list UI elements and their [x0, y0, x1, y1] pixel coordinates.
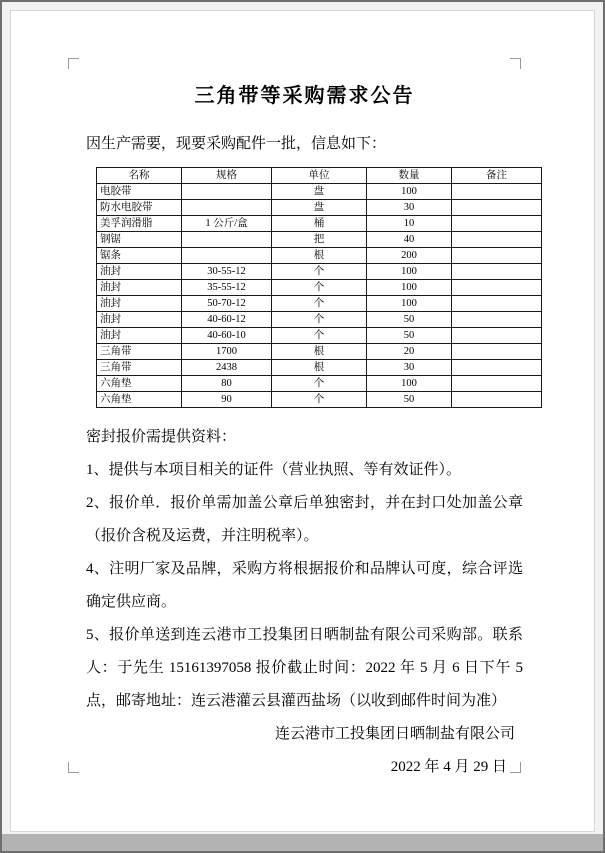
table-cell: 把 — [272, 232, 367, 248]
table-cell: 40-60-12 — [182, 312, 272, 328]
table-cell — [452, 296, 542, 312]
table-cell: 个 — [272, 264, 367, 280]
table-cell: 2438 — [182, 360, 272, 376]
table-cell: 油封 — [97, 280, 182, 296]
signature-date: 2022 年 4 月 29 日 — [390, 759, 507, 775]
table-cell: 油封 — [97, 296, 182, 312]
intro-text: 因生产需要，现要采购配件一批，信息如下： — [86, 136, 387, 152]
table-cell: 油封 — [97, 328, 182, 344]
table-cell: 1 公斤/盒 — [182, 216, 272, 232]
table-cell: 90 — [182, 392, 272, 408]
table-cell: 桶 — [272, 216, 367, 232]
text-area — [86, 79, 523, 784]
table-row — [97, 328, 542, 344]
column-header: 规格 — [182, 168, 272, 184]
table-row — [97, 392, 542, 408]
items-table-body — [97, 184, 542, 408]
table-cell: 10 — [367, 216, 452, 232]
table-cell: 个 — [272, 312, 367, 328]
paragraph: 4、注明厂家及品牌，采购方将根据报价和品牌认可度，综合评选确定供应商。 — [86, 561, 523, 610]
table-row — [97, 264, 542, 280]
table-cell: 50 — [367, 312, 452, 328]
paragraph: 1、提供与本项目相关的证件（营业执照、等有效证件）。 — [86, 462, 462, 478]
table-cell — [182, 200, 272, 216]
table-cell: 50-70-12 — [182, 296, 272, 312]
viewer-bottom-strip — [2, 834, 603, 851]
table-cell — [452, 264, 542, 280]
table-cell: 钢锯 — [97, 232, 182, 248]
table-cell: 50 — [367, 392, 452, 408]
table-cell — [452, 328, 542, 344]
body-paragraphs — [86, 421, 523, 718]
table-cell: 个 — [272, 296, 367, 312]
table-cell: 防水电胶带 — [97, 200, 182, 216]
table-cell: 100 — [367, 376, 452, 392]
table-row — [97, 216, 542, 232]
table-cell — [452, 232, 542, 248]
signature-company: 连云港市工投集团日晒制盐有限公司 — [274, 726, 515, 742]
column-header: 名称 — [97, 168, 182, 184]
table-cell: 1700 — [182, 344, 272, 360]
table-row — [97, 184, 542, 200]
table-cell — [452, 360, 542, 376]
table-cell: 100 — [367, 280, 452, 296]
table-cell: 美孚润滑脂 — [97, 216, 182, 232]
items-table — [96, 167, 542, 408]
table-cell: 个 — [272, 392, 367, 408]
paragraph: 密封报价需提供资料： — [86, 429, 237, 445]
table-cell — [182, 184, 272, 200]
paragraph: 5、报价单送到连云港市工投集团日晒制盐有限公司采购部。联系人：于先生 15161397058 报价截止时间：2022 年 5 月 6 日下午 5 点，邮寄地址：连云港灌云县灌西盐场（以收到邮件时间为准） — [86, 627, 523, 709]
table-cell: 六角垫 — [97, 392, 182, 408]
column-header: 单位 — [272, 168, 367, 184]
table-row — [97, 312, 542, 328]
table-cell — [452, 200, 542, 216]
table-cell: 30 — [367, 200, 452, 216]
table-cell: 根 — [272, 360, 367, 376]
table-cell: 六角垫 — [97, 376, 182, 392]
table-cell: 电胶带 — [97, 184, 182, 200]
table-cell: 锯条 — [97, 248, 182, 264]
table-cell: 个 — [272, 328, 367, 344]
table-cell: 40 — [367, 232, 452, 248]
table-row — [97, 200, 542, 216]
table-cell: 根 — [272, 344, 367, 360]
table-cell — [182, 248, 272, 264]
table-cell: 100 — [367, 296, 452, 312]
crop-mark-top-right — [510, 58, 521, 69]
table-cell — [452, 392, 542, 408]
crop-mark-top-left — [68, 58, 79, 69]
table-header-row — [97, 168, 542, 184]
column-header: 数量 — [367, 168, 452, 184]
table-cell — [452, 248, 542, 264]
table-cell — [452, 344, 542, 360]
table-cell: 100 — [367, 264, 452, 280]
table-cell — [452, 184, 542, 200]
table-cell: 盘 — [272, 184, 367, 200]
table-cell: 油封 — [97, 264, 182, 280]
table-row — [97, 248, 542, 264]
table-cell: 20 — [367, 344, 452, 360]
table-row — [97, 360, 542, 376]
table-cell: 200 — [367, 248, 452, 264]
table-row — [97, 296, 542, 312]
table-cell: 根 — [272, 248, 367, 264]
table-cell: 个 — [272, 376, 367, 392]
table-cell: 35-55-12 — [182, 280, 272, 296]
table-cell: 30-55-12 — [182, 264, 272, 280]
table-cell: 三角带 — [97, 344, 182, 360]
table-cell — [452, 376, 542, 392]
column-header: 备注 — [452, 168, 542, 184]
table-row — [97, 344, 542, 360]
table-row — [97, 280, 542, 296]
table-cell: 30 — [367, 360, 452, 376]
table-cell — [452, 312, 542, 328]
table-cell — [452, 280, 542, 296]
table-cell — [452, 216, 542, 232]
page — [10, 10, 595, 832]
paragraph: 2、报价单．报价单需加盖公章后单独密封，并在封口处加盖公章（报价含税及运费，并注明税率）。 — [86, 495, 523, 544]
table-cell: 50 — [367, 328, 452, 344]
table-cell: 三角带 — [97, 360, 182, 376]
table-cell — [182, 232, 272, 248]
table-row — [97, 232, 542, 248]
table-cell: 盘 — [272, 200, 367, 216]
table-cell: 油封 — [97, 312, 182, 328]
table-cell: 40-60-10 — [182, 328, 272, 344]
crop-mark-bottom-left — [68, 762, 79, 773]
table-cell: 80 — [182, 376, 272, 392]
table-row — [97, 376, 542, 392]
table-cell: 个 — [272, 280, 367, 296]
page-title: 三角带等采购需求公告 — [194, 85, 415, 107]
table-cell: 100 — [367, 184, 452, 200]
